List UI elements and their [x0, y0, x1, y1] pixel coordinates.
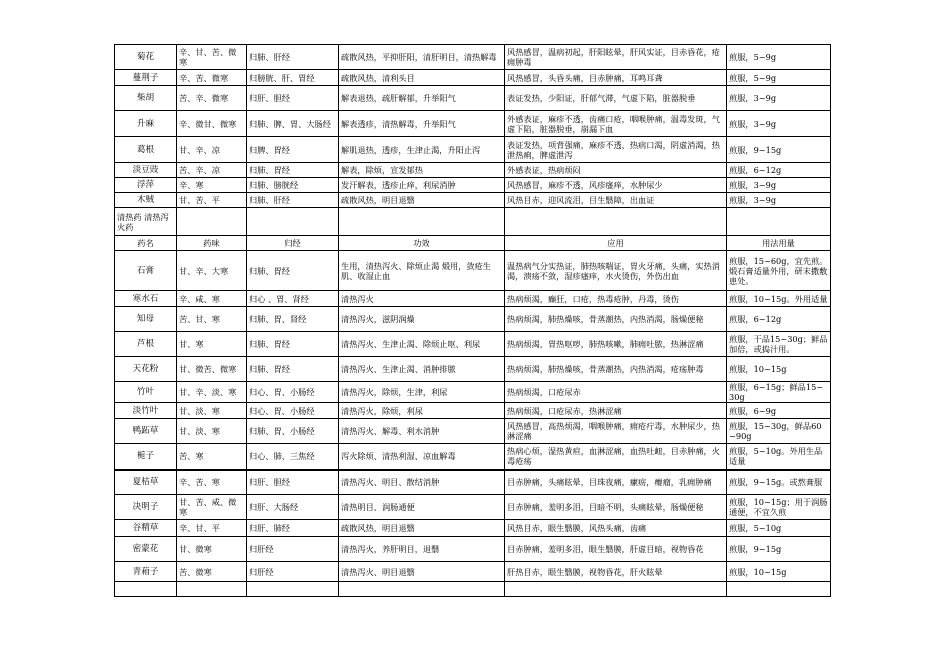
herb-taste[interactable]: 辛、咸、寒 — [177, 291, 247, 307]
herb-taste[interactable]: 甘、辛、淡、寒 — [177, 382, 247, 403]
herb-taste[interactable]: 苦、辛、微寒 — [177, 86, 247, 111]
table-row — [115, 251, 831, 291]
herb-name[interactable]: 木贼 — [115, 193, 177, 208]
herb-effect[interactable]: 清热泻火，除烦，利尿 — [339, 403, 505, 419]
herb-dosage[interactable]: 煎服，5~10g — [727, 520, 831, 537]
herb-meridian[interactable]: 归肺、胃、小肠经 — [247, 419, 339, 444]
herb-name[interactable]: 青葙子 — [115, 562, 177, 582]
herb-taste[interactable]: 甘、淡、寒 — [177, 403, 247, 419]
herb-application[interactable]: 外感表证，热病烦闷 — [505, 163, 727, 178]
herb-effect[interactable]: 解肌退热，透疹，生津止渴，升阳止泻 — [339, 137, 505, 163]
herb-name[interactable]: 夏枯草 — [115, 470, 177, 495]
herb-name[interactable]: 密蒙花 — [115, 537, 177, 562]
herb-application[interactable]: 风热感冒，高热烦渴，咽喉肿痛，痈疮疔毒，水肿尿少，热淋涩痛 — [505, 419, 727, 444]
herb-effect[interactable]: 解表退热，疏肝解郁，升举阳气 — [339, 86, 505, 111]
herb-taste[interactable]: 苦、甘、寒 — [177, 307, 247, 332]
herb-taste[interactable]: 甘、苦、咸、微寒 — [177, 495, 247, 520]
empty-cell[interactable] — [339, 208, 505, 236]
table-row — [115, 137, 831, 163]
herb-meridian[interactable]: 归肺、肝经 — [247, 45, 339, 70]
herb-effect[interactable]: 清热泻火、明目退翳 — [339, 562, 505, 582]
table-row — [115, 382, 831, 403]
herb-name[interactable]: 浮萍 — [115, 178, 177, 193]
herb-name[interactable]: 石膏 — [115, 251, 177, 291]
herb-application[interactable]: 风热感冒，麻疹不透，风疹瘙痒，水肿尿少 — [505, 178, 727, 193]
table-row — [115, 178, 831, 193]
table-row — [115, 562, 831, 582]
herb-effect[interactable]: 清热泻火、生津止渴、除烦止呕、利尿 — [339, 332, 505, 357]
herb-name[interactable]: 寒水石 — [115, 291, 177, 307]
herb-meridian[interactable]: 归肺、膀胱经 — [247, 178, 339, 193]
herb-effect[interactable]: 疏散风热，明目退翳 — [339, 193, 505, 208]
herb-dosage[interactable]: 煎服，9~15g — [727, 537, 831, 562]
herb-meridian[interactable]: 归肝经 — [247, 537, 339, 562]
herb-application[interactable]: 外感表证，麻疹不透，齿痛口疮，咽喉肿痛，温毒发斑，气虚下陷，脏器脱垂，崩漏下血 — [505, 111, 727, 137]
herb-taste[interactable]: 甘、微寒 — [177, 537, 247, 562]
herb-dosage[interactable]: 煎服，5~10g。外用生品适量 — [727, 444, 831, 470]
header-application[interactable]: 应用 — [505, 236, 727, 251]
herb-effect[interactable]: 发汗解表，透疹止痒，利尿消肿 — [339, 178, 505, 193]
herb-taste[interactable]: 辛、苦、微寒 — [177, 70, 247, 86]
herb-meridian[interactable]: 归肺、胃经 — [247, 251, 339, 291]
herb-application[interactable]: 表证发热，项背强痛，麻疹不透，热病口渴，阴虚消渴，热泄热痢，脾虚泄泻 — [505, 137, 727, 163]
herb-application[interactable]: 热病烦渴，肺热燥咳，骨蒸潮热，内热消渴，疮疡肿毒 — [505, 357, 727, 382]
herb-meridian[interactable]: 归心 、胃、肾经 — [247, 291, 339, 307]
header-row — [115, 236, 831, 251]
spreadsheet-sheet — [114, 44, 830, 597]
herb-application[interactable]: 热病烦渴，口疮尿赤 — [505, 382, 727, 403]
herb-meridian[interactable]: 归肺、胃经 — [247, 163, 339, 178]
table-row — [115, 419, 831, 444]
herb-taste[interactable]: 辛、寒 — [177, 178, 247, 193]
herb-meridian[interactable]: 归肺、脾、胃、大肠经 — [247, 111, 339, 137]
herb-meridian[interactable]: 归肺、胃经 — [247, 332, 339, 357]
herb-effect[interactable]: 清热泻火，除烦，生津，利尿 — [339, 382, 505, 403]
herb-name[interactable]: 天花粉 — [115, 357, 177, 382]
table-row — [115, 291, 831, 307]
table-row — [115, 111, 831, 137]
herb-effect[interactable]: 清热泻火 — [339, 291, 505, 307]
herb-taste[interactable]: 甘、苦、平 — [177, 193, 247, 208]
herb-effect[interactable]: 清热明目、润肠通便 — [339, 495, 505, 520]
herb-effect[interactable]: 泻火除烦、清热利湿、凉血解毒 — [339, 444, 505, 470]
table-row — [115, 332, 831, 357]
herb-effect[interactable]: 解表，除烦，宣发郁热 — [339, 163, 505, 178]
herb-dosage[interactable]: 煎服，10~15g — [727, 357, 831, 382]
herb-dosage[interactable]: 煎服，6~9g — [727, 403, 831, 419]
herb-taste[interactable]: 辛、甘、平 — [177, 520, 247, 537]
herb-dosage[interactable]: 煎服，3~9g — [727, 193, 831, 208]
herb-dosage[interactable]: 煎服，6~15g；鲜品15~30g — [727, 382, 831, 403]
herb-taste[interactable]: 苦、寒 — [177, 444, 247, 470]
herb-taste[interactable]: 甘、淡、寒 — [177, 419, 247, 444]
herb-application[interactable]: 目赤肿痛，头痛眩晕，目珠夜痛，瘰疬，瘿瘤，乳痈肿痛 — [505, 470, 727, 495]
empty-cell[interactable] — [247, 208, 339, 236]
herb-meridian[interactable]: 归脾、胃经 — [247, 137, 339, 163]
herb-taste[interactable]: 苦、微寒 — [177, 562, 247, 582]
herb-dosage[interactable]: 煎服，6~12g — [727, 307, 831, 332]
herb-meridian[interactable]: 归心、胃、小肠经 — [247, 382, 339, 403]
herb-meridian[interactable]: 归肝、胆经 — [247, 86, 339, 111]
herb-effect[interactable]: 清热泻火，滋阴润燥 — [339, 307, 505, 332]
herb-name[interactable]: 淡豆豉 — [115, 163, 177, 178]
herb-meridian[interactable]: 归肝、大肠经 — [247, 495, 339, 520]
herb-application[interactable]: 热病烦渴，口疮尿赤，热淋涩痛 — [505, 403, 727, 419]
header-meridian[interactable]: 归经 — [247, 236, 339, 251]
empty-cell[interactable] — [339, 582, 505, 597]
herb-dosage[interactable]: 煎服，15~30g，鲜品60~90g — [727, 419, 831, 444]
header-name[interactable]: 药名 — [115, 236, 177, 251]
herb-name[interactable]: 知母 — [115, 307, 177, 332]
herb-meridian[interactable]: 归心、肺、三焦经 — [247, 444, 339, 470]
herb-dosage[interactable]: 煎服，10~15g — [727, 562, 831, 582]
herb-name[interactable]: 鸭跖草 — [115, 419, 177, 444]
empty-cell[interactable] — [505, 582, 727, 597]
herb-application[interactable]: 热病烦渴，癫狂，口疮，热毒疮肿，丹毒，烫伤 — [505, 291, 727, 307]
herb-application[interactable]: 风热目赤，迎风流泪，目生翳障，出血证 — [505, 193, 727, 208]
herb-table — [114, 44, 831, 597]
table-row — [115, 470, 831, 495]
herb-application[interactable]: 热病烦渴，肺热燥咳，骨蒸潮热，内热消渴，肠燥便秘 — [505, 307, 727, 332]
herb-dosage[interactable]: 煎服，3~9g — [727, 178, 831, 193]
herb-application[interactable]: 温热病气分实热证，肺热咳喘证，胃火牙痛，头痛，实热消渴，溃疡不敛，湿疹瘙痒，水火烫伤，外伤出血 — [505, 251, 727, 291]
herb-application[interactable]: 目赤肿痛，羞明多泪，眼生翳膜，肝虚目暗，视物昏花 — [505, 537, 727, 562]
section-title-row — [115, 208, 831, 236]
empty-cell[interactable] — [505, 208, 727, 236]
empty-cell[interactable] — [247, 582, 339, 597]
herb-meridian[interactable]: 归肺、肝经 — [247, 193, 339, 208]
herb-name[interactable]: 栀子 — [115, 444, 177, 470]
herb-taste[interactable]: 苦、辛、凉 — [177, 163, 247, 178]
herb-dosage[interactable]: 煎服，3~9g — [727, 86, 831, 111]
empty-cell[interactable] — [115, 582, 177, 597]
herb-effect[interactable]: 解表透疹，清热解毒，升举阳气 — [339, 111, 505, 137]
herb-effect[interactable]: 清热泻火、明目、散结消肿 — [339, 470, 505, 495]
table-row — [115, 163, 831, 178]
herb-meridian[interactable]: 归肝、胆经 — [247, 470, 339, 495]
herb-dosage[interactable]: 煎服，10~15g；用于润肠通便，不宜久煎 — [727, 495, 831, 520]
herb-dosage[interactable]: 煎服，10~15g。外用适量 — [727, 291, 831, 307]
herb-dosage[interactable]: 煎服，9~15g。或熬膏服 — [727, 470, 831, 495]
herb-dosage[interactable]: 煎服，干品15~30g；鲜品加倍，或捣汁用。 — [727, 332, 831, 357]
table-row — [115, 307, 831, 332]
empty-cell[interactable] — [727, 582, 831, 597]
herb-name[interactable]: 芦根 — [115, 332, 177, 357]
herb-effect[interactable]: 清热泻火、生津止渴、消肿排脓 — [339, 357, 505, 382]
herb-effect[interactable]: 疏散风热，明目退翳 — [339, 520, 505, 537]
herb-effect[interactable]: 清热泻火，养肝明目，退翳 — [339, 537, 505, 562]
herb-effect[interactable]: 清热泻火、解毒、利水消肿 — [339, 419, 505, 444]
herb-name[interactable]: 葛根 — [115, 137, 177, 163]
empty-cell[interactable] — [177, 208, 247, 236]
table-row — [115, 357, 831, 382]
header-taste[interactable]: 药味 — [177, 236, 247, 251]
empty-cell[interactable] — [727, 208, 831, 236]
herb-application[interactable]: 表证发热，少阳证，肝郁气滞，气虚下陷，脏器脱垂 — [505, 86, 727, 111]
herb-meridian[interactable]: 归肺、胃、肾经 — [247, 307, 339, 332]
herb-taste[interactable]: 辛、苦、寒 — [177, 470, 247, 495]
herb-meridian[interactable]: 归肝经 — [247, 562, 339, 582]
table-row — [115, 193, 831, 208]
table-row — [115, 403, 831, 419]
herb-dosage[interactable]: 煎服，3~9g — [727, 111, 831, 137]
empty-row — [115, 582, 831, 597]
table-row — [115, 520, 831, 537]
herb-application[interactable]: 风热目赤，眼生翳膜，风热头痛，齿痛 — [505, 520, 727, 537]
herb-application[interactable]: 目赤肿痛，羞明多泪，目暗不明，头痛眩晕，肠燥便秘 — [505, 495, 727, 520]
herb-application[interactable]: 热病心烦，湿热黄疸，血淋涩痛，血热吐衄，目赤肿痛，火毒疮疡 — [505, 444, 727, 470]
herb-name[interactable]: 升麻 — [115, 111, 177, 137]
table-row — [115, 495, 831, 520]
herb-taste[interactable]: 甘、寒 — [177, 332, 247, 357]
herb-taste[interactable]: 甘、微苦、微寒 — [177, 357, 247, 382]
herb-name[interactable]: 淡竹叶 — [115, 403, 177, 419]
herb-dosage[interactable]: 煎服，6~12g — [727, 163, 831, 178]
herb-dosage[interactable]: 煎服，9~15g — [727, 137, 831, 163]
herb-name[interactable]: 蔓荆子 — [115, 70, 177, 86]
herb-meridian[interactable]: 归心、胃、小肠经 — [247, 403, 339, 419]
herb-taste[interactable]: 辛、甘、苦、微寒 — [177, 45, 247, 70]
table-row — [115, 444, 831, 470]
herb-name[interactable]: 谷精草 — [115, 520, 177, 537]
herb-dosage[interactable]: 煎服，5~9g — [727, 70, 831, 86]
herb-name[interactable]: 柴胡 — [115, 86, 177, 111]
herb-name[interactable]: 竹叶 — [115, 382, 177, 403]
herb-application[interactable]: 热病烦渴，胃热呕哕，肺热咳嗽，肺痈吐脓，热淋涩痛 — [505, 332, 727, 357]
herb-effect[interactable]: 疏散风热，平抑肝阳，清肝明目，清热解毒 — [339, 45, 505, 70]
herb-dosage[interactable]: 煎服，15~60g，宜先煎。煅石膏适量外用，研末撒敷患处。 — [727, 251, 831, 291]
section-title[interactable]: 清热药 清热泻火药 — [115, 208, 177, 236]
empty-cell[interactable] — [177, 582, 247, 597]
herb-meridian[interactable]: 归肺、胃经 — [247, 357, 339, 382]
table-row — [115, 45, 831, 70]
herb-taste[interactable]: 甘、辛、凉 — [177, 137, 247, 163]
herb-meridian[interactable]: 归肝、肺经 — [247, 520, 339, 537]
herb-name[interactable]: 菊花 — [115, 45, 177, 70]
herb-application[interactable]: 风热感冒，温病初起，肝阳眩晕，肝风实证，目赤昏花，疮痈肿毒 — [505, 45, 727, 70]
table-row — [115, 86, 831, 111]
table-row — [115, 537, 831, 562]
herb-effect[interactable]: 疏散风热，清利头目 — [339, 70, 505, 86]
herb-taste[interactable]: 辛、微甘、微寒 — [177, 111, 247, 137]
herb-taste[interactable]: 甘、辛、大寒 — [177, 251, 247, 291]
table-row — [115, 70, 831, 86]
header-dosage[interactable]: 用法用量 — [727, 236, 831, 251]
header-effect[interactable]: 功效 — [339, 236, 505, 251]
herb-dosage[interactable]: 煎服，5~9g — [727, 45, 831, 70]
herb-application[interactable]: 风热感冒，头昏头痛，目赤肿痛，耳鸣耳聋 — [505, 70, 727, 86]
herb-application[interactable]: 肝热目赤，眼生翳膜，视物昏花，肝火眩晕 — [505, 562, 727, 582]
herb-meridian[interactable]: 归膀胱、肝、胃经 — [247, 70, 339, 86]
herb-effect[interactable]: 生用，清热泻火、除烦止渴 煅用，敛疮生肌、收湿止血 — [339, 251, 505, 291]
herb-name[interactable]: 决明子 — [115, 495, 177, 520]
